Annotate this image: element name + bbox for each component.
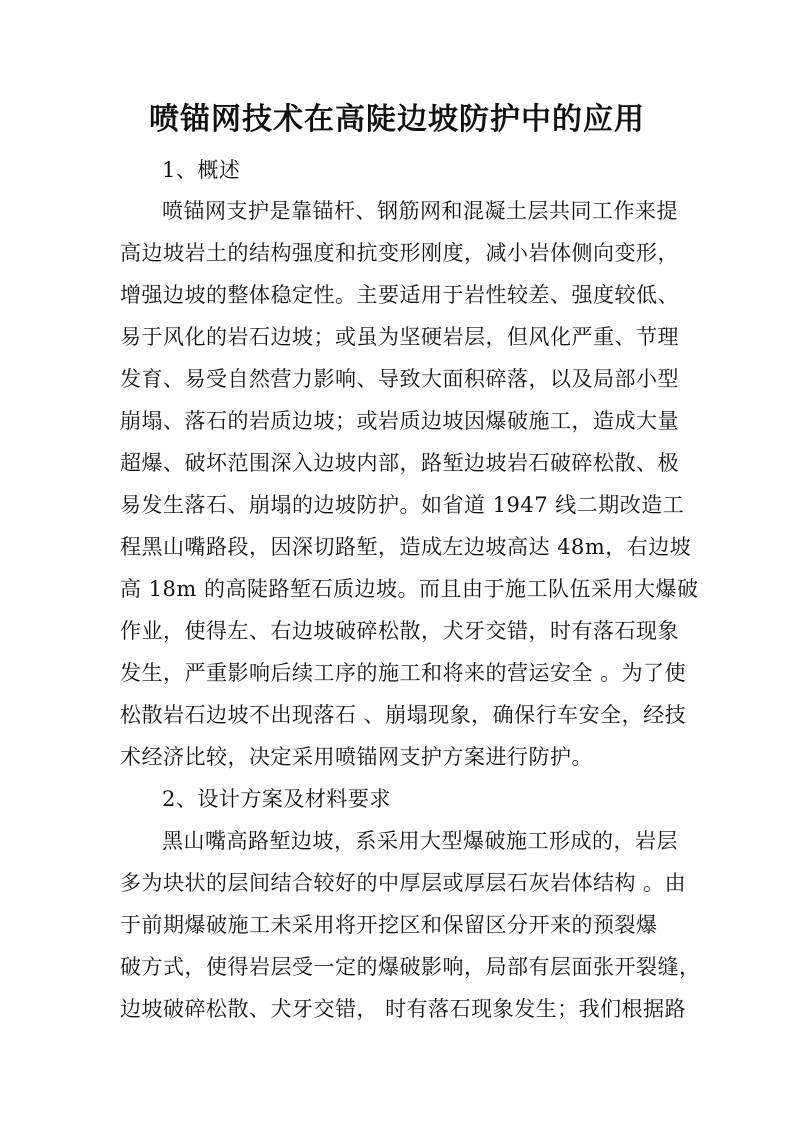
section-heading-design: 2、设计方案及材料要求 bbox=[162, 787, 391, 811]
paragraph-line: 高 18m 的高陡路堑石质边坡。而且由于施工队伍采用大爆破 bbox=[120, 577, 699, 601]
paragraph-line: 崩塌、落石的岩质边坡；或岩质边坡因爆破施工，造成大量 bbox=[120, 409, 679, 433]
paragraph-line: 边坡破碎松散、犬牙交错， 时有落石现象发生；我们根据路 bbox=[120, 997, 687, 1021]
paragraph-line: 作业，使得左、右边坡破碎松散，犬牙交错，时有落石现象 bbox=[120, 619, 679, 643]
paragraph-line: 多为块状的层间结合较好的中厚层或厚层石灰岩体结构 。由 bbox=[120, 871, 687, 895]
paragraph-line: 超爆、破坏范围深入边坡内部，路堑边坡岩石破碎松散、极 bbox=[120, 451, 679, 475]
document-title: 喷锚网技术在高陡边坡防护中的应用 bbox=[149, 102, 645, 137]
paragraph-line: 于前期爆破施工未采用将开挖区和保留区分开来的预裂爆 bbox=[120, 913, 658, 937]
section-heading-overview: 1、概述 bbox=[162, 158, 241, 182]
paragraph-line: 喷锚网支护是靠锚杆、钢筋网和混凝土层共同工作来提 bbox=[162, 199, 678, 223]
paragraph-line: 破方式，使得岩层受一定的爆破影响，局部有层面张开裂缝， bbox=[120, 955, 701, 979]
paragraph-line: 易发生落石、崩塌的边坡防护。如省道 1947 线二期改造工 bbox=[120, 493, 685, 517]
paragraph-line: 增强边坡的整体稳定性。主要适用于岩性较差、强度较低、 bbox=[120, 283, 679, 307]
paragraph-line: 易于风化的岩石边坡；或虽为坚硬岩层，但风化严重、节理 bbox=[120, 325, 679, 349]
paragraph-line: 高边坡岩土的结构强度和抗变形刚度，减小岩体侧向变形， bbox=[120, 241, 679, 265]
paragraph-line: 发生，严重影响后续工序的施工和将来的营运安全 。为了使 bbox=[120, 661, 687, 685]
paragraph-line: 黑山嘴高路堑边坡，系采用大型爆破施工形成的，岩层 bbox=[162, 829, 678, 853]
paragraph-line: 发育、易受自然营力影响、导致大面积碎落，以及局部小型 bbox=[120, 367, 679, 391]
paragraph-line: 程黑山嘴路段，因深切路堑，造成左边坡高达 48m，右边坡 bbox=[120, 535, 692, 559]
paragraph-line: 术经济比较，决定采用喷锚网支护方案进行防护。 bbox=[120, 745, 593, 769]
paragraph-line: 松散岩石边坡不出现落石 、崩塌现象，确保行车安全，经技 bbox=[120, 703, 687, 727]
